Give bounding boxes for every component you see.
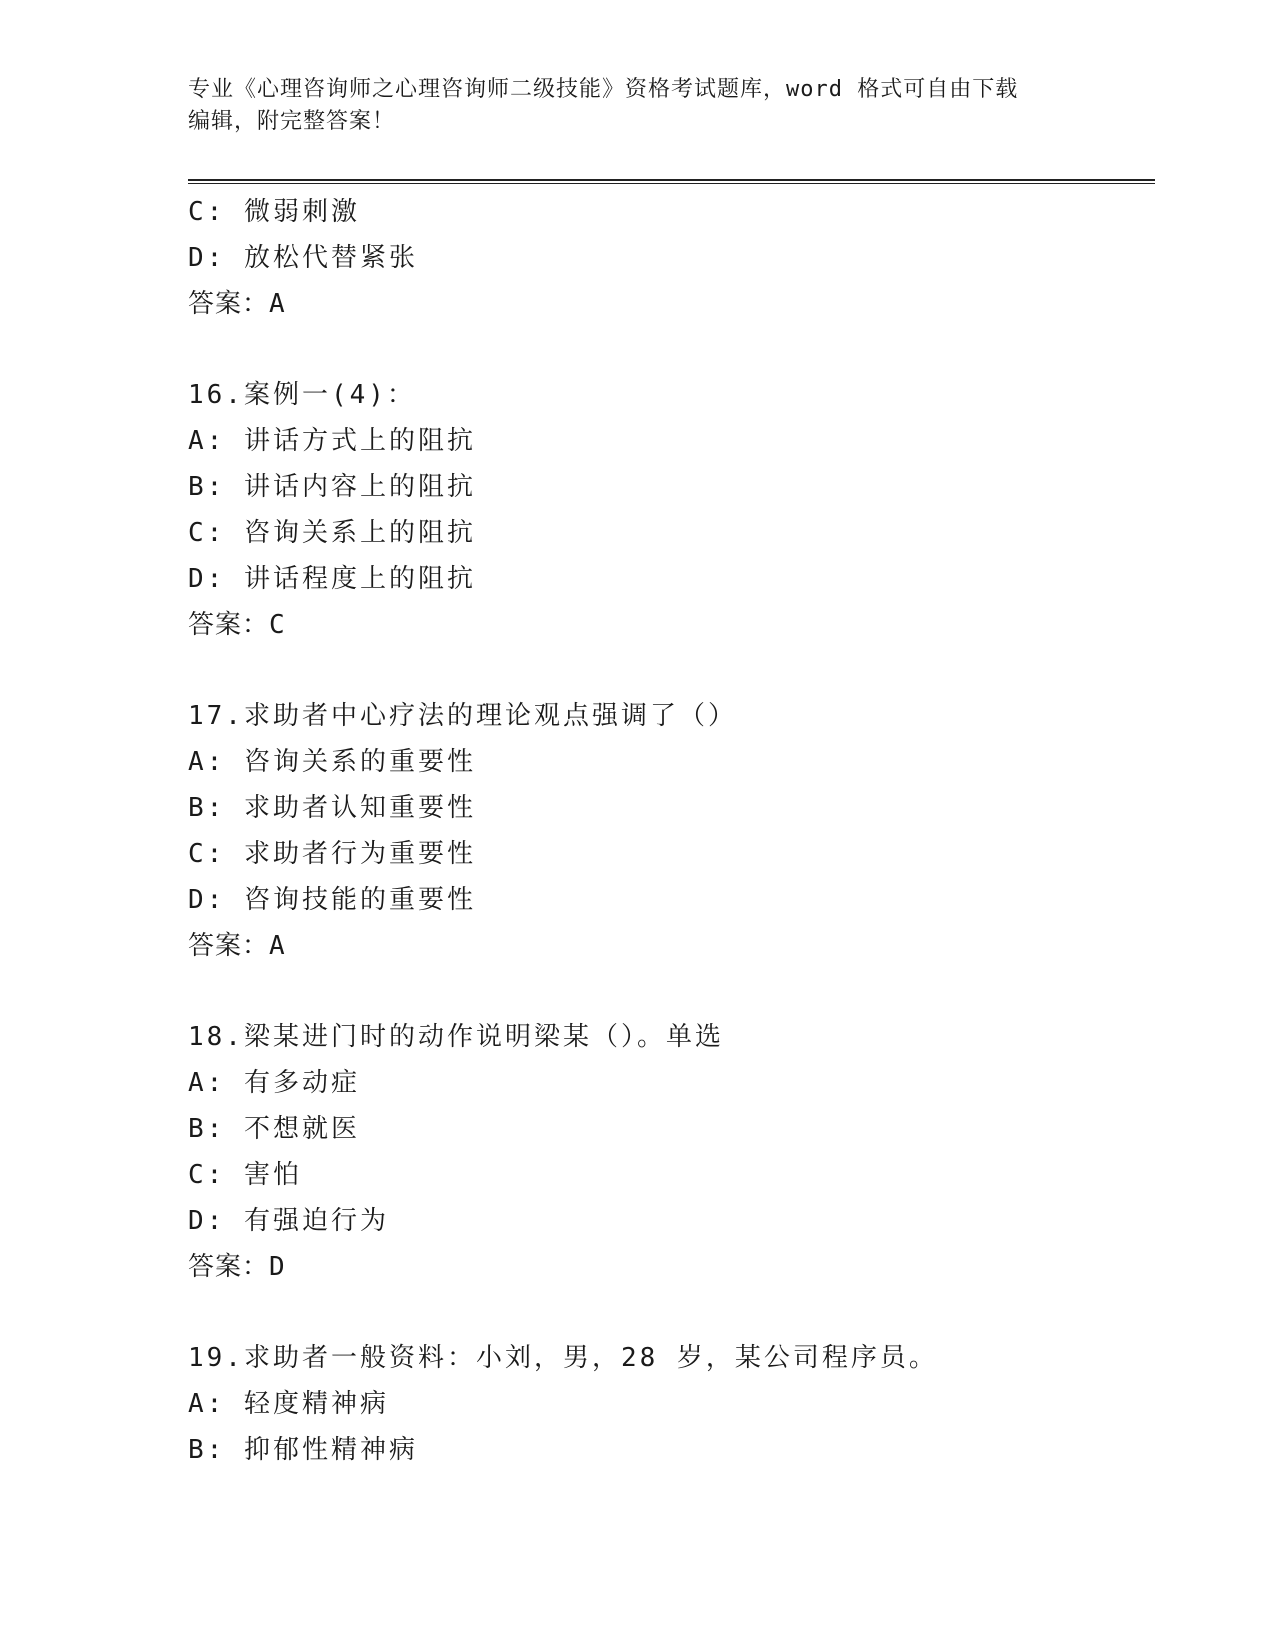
option-c: C: 咨询关系上的阻抗 [188,518,476,548]
header-divider-thin [188,183,1155,184]
answer-label: 答案： [188,1252,270,1282]
answer-label: 答案： [188,289,270,319]
option-d: D: 有强迫行为 [188,1206,389,1236]
option-c: C: 微弱刺激 [188,197,360,227]
question-text: 18.梁某进门时的动作说明梁某（）。单选 [188,1022,724,1052]
option-a: A: 轻度精神病 [188,1389,389,1419]
question-block-18 [188,1014,1148,1290]
option-c: C: 害怕 [188,1160,302,1190]
document-header [188,74,1088,138]
option-a: A: 咨询关系的重要性 [188,747,476,777]
option-c: C: 求助者行为重要性 [188,839,476,869]
answer-label: 答案： [188,931,270,961]
header-divider-thick [188,179,1155,181]
option-b: B: 讲话内容上的阻抗 [188,472,476,502]
question-text: 16.案例一(4)： [188,380,416,410]
question-block-19 [188,1335,1148,1473]
answer-line [188,281,1148,327]
option-d: D: 咨询技能的重要性 [188,885,476,915]
option-b: B: 不想就医 [188,1114,360,1144]
option-d: D: 讲话程度上的阻抗 [188,564,476,594]
option-b: B: 求助者认知重要性 [188,793,476,823]
option-a: A: 讲话方式上的阻抗 [188,426,476,456]
question-text: 17.求助者中心疗法的理论观点强调了（） [188,701,737,731]
question-list [188,189,1148,1473]
option-a: A: 有多动症 [188,1068,360,1098]
answer-value: C [269,610,286,640]
question-block-prev [188,189,1148,327]
answer-label: 答案： [188,610,270,640]
question-block-16 [188,372,1148,648]
option-d: D: 放松代替紧张 [188,243,418,273]
answer-value: A [269,931,286,961]
answer-line [188,602,1148,648]
answer-line [188,923,1148,969]
question-block-17 [188,693,1148,969]
option-b: B: 抑郁性精神病 [188,1435,418,1465]
header-line-2: 编辑，附完整答案！ [188,109,396,134]
question-text: 19.求助者一般资料：小刘，男，28 岁，某公司程序员。 [188,1343,938,1373]
answer-value: A [269,289,286,319]
answer-line [188,1244,1148,1290]
answer-value: D [269,1252,286,1282]
header-line-1: 专业《心理咨询师之心理咨询师二级技能》资格考试题库，word 格式可自由下载 [188,77,1019,102]
